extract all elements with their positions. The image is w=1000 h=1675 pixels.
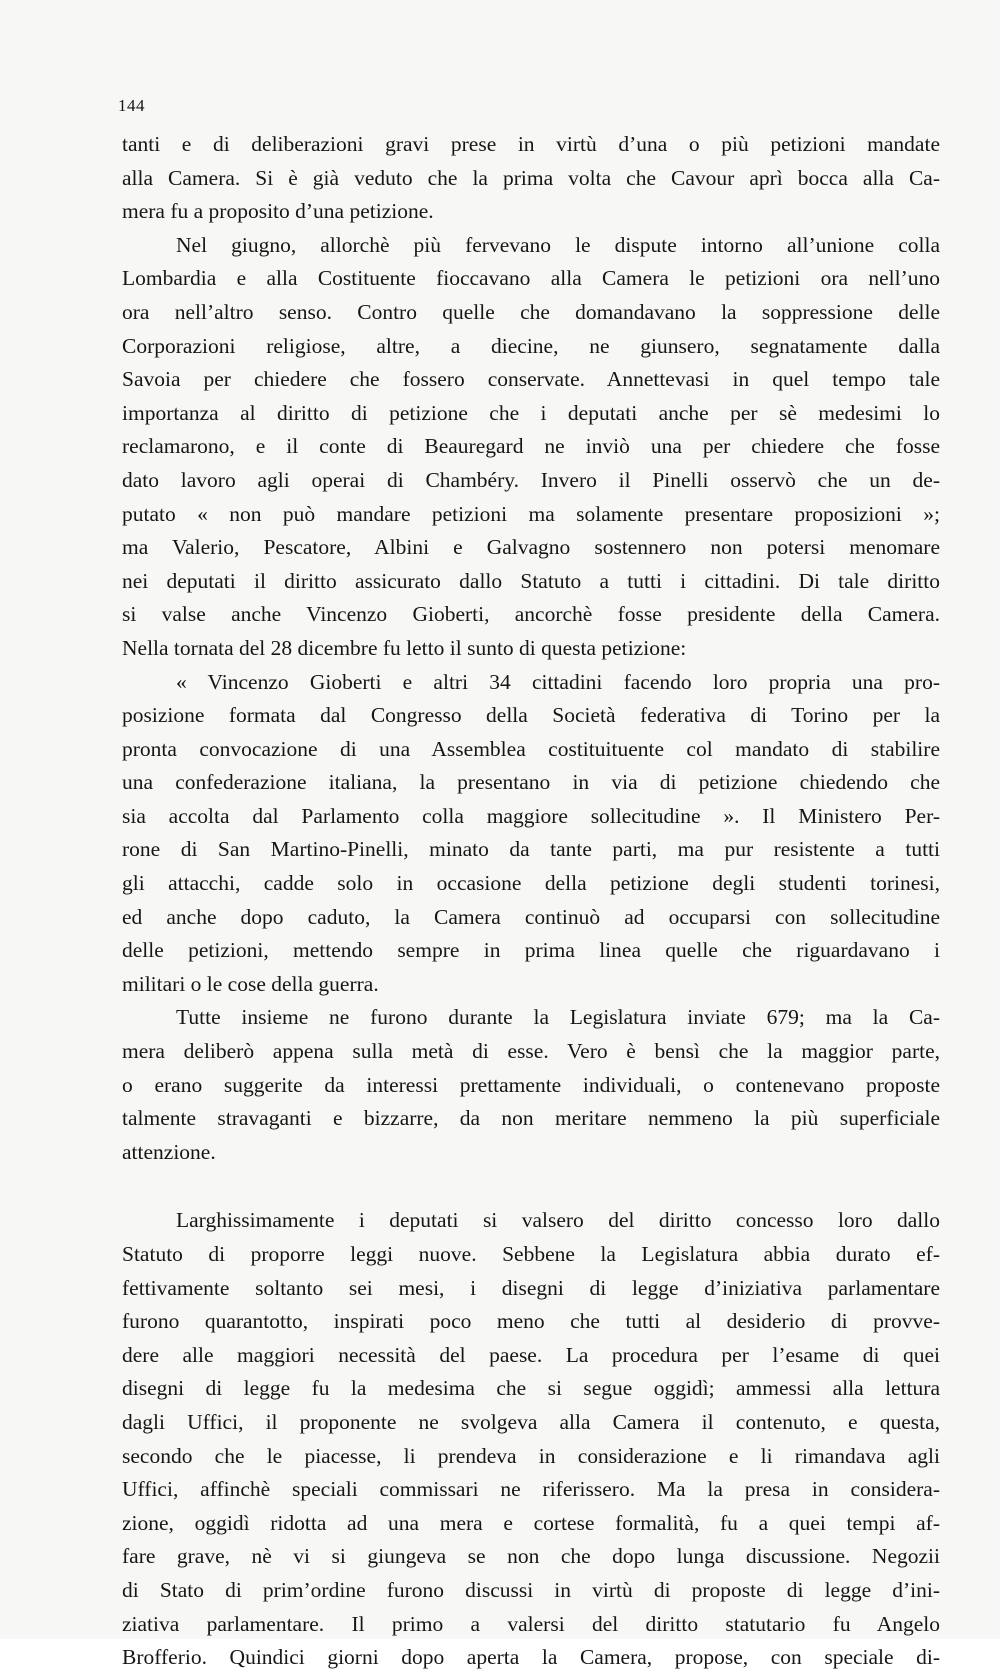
text-line: zione, oggidì ridotta ad una mera e cortese formalità, fu a quei tempi af- [122, 1510, 940, 1535]
text-line: ma Valerio, Pescatore, Albini e Galvagno sostennero non potersi menomare [122, 535, 940, 560]
text-line: una confederazione italiana, la presentano in via di petizione chiedendo che [122, 770, 940, 795]
text-line: militari o le cose della guerra. [122, 971, 379, 996]
text-line: ora nell’altro senso. Contro quelle che domandavano la soppressione delle [122, 299, 940, 324]
text-line: fettivamente soltanto sei mesi, i disegni di legge d’iniziativa parlamentare [122, 1275, 940, 1300]
text-line: importanza al diritto di petizione che i deputati anche per sè medesimi lo [122, 400, 940, 425]
text-line: ed anche dopo caduto, la Camera continuò ad occuparsi con sollecitudine [122, 904, 940, 929]
text-line: Uffici, affinchè speciali commissari ne riferissero. Ma la presa in considera- [122, 1477, 940, 1502]
text-line: ziativa parlamentare. Il primo a valersi del diritto statutario fu Angelo [122, 1611, 940, 1636]
text-line: fare grave, nè vi si giungeva se non che dopo lunga discussione. Negozii [122, 1544, 940, 1569]
text-line: Nel giugno, allorchè più fervevano le dispute intorno all’unione colla [176, 232, 940, 257]
text-line: Statuto di proporre leggi nuove. Sebbene la Legislatura abbia durato ef- [122, 1242, 940, 1266]
text-line: mera fu a proposito d’una petizione. [122, 199, 434, 224]
text-line: rone di San Martino-Pinelli, minato da tante parti, ma pur resistente a tutti [122, 837, 940, 862]
text-line: secondo che le piacesse, li prendeva in considerazione e li rimandava agli [122, 1443, 940, 1468]
text-line: attenzione. [122, 1139, 216, 1164]
text-line: putato « non può mandare petizioni ma solamente presentare proposizioni »; [122, 501, 940, 526]
text-line: sia accolta dal Parlamento colla maggiore sollecitudine ». Il Ministero Per- [122, 803, 940, 828]
text-line: Brofferio. Quindici giorni dopo aperta la Camera, propose, con speciale di- [122, 1645, 940, 1670]
text-line: Nella tornata del 28 dicembre fu letto il sunto di questa petizione: [122, 635, 687, 660]
text-line: disegni di legge fu la medesima che si segue oggidì; ammessi alla lettura [122, 1376, 940, 1401]
text-line: dere alle maggiori necessità del paese. La procedura per l’esame di quei [122, 1342, 940, 1367]
text-line: Tutte insieme ne furono durante la Legislatura inviate 679; ma la Ca- [176, 1005, 940, 1030]
text-line: Larghissimamente i deputati si valsero del diritto concesso loro dallo [176, 1208, 940, 1233]
text-line: gli attacchi, cadde solo in occasione della petizione degli studenti torinesi, [122, 871, 940, 896]
text-line: posizione formata dal Congresso della Società federativa di Torino per la [122, 703, 940, 728]
text-line: talmente stravaganti e bizzarre, da non meritare nemmeno la più superficiale [122, 1106, 940, 1131]
text-line: alla Camera. Si è già veduto che la prima volta che Cavour aprì bocca alla Ca- [122, 165, 940, 190]
body-text [122, 128, 940, 1675]
text-line: pronta convocazione di una Assemblea costituituente col mandato di stabilire [122, 736, 940, 761]
text-line: nei deputati il diritto assicurato dallo Statuto a tutti i cittadini. Di tale diritto [122, 568, 940, 593]
text-line: di Stato di prim’ordine furono discussi in virtù di proposte di legge d’ini- [122, 1577, 940, 1602]
text-line: o erano suggerite da interessi prettamente individuali, o contenevano proposte [122, 1072, 940, 1097]
text-line: « Vincenzo Gioberti e altri 34 cittadini facendo loro propria una pro- [176, 669, 940, 694]
text-line: delle petizioni, mettendo sempre in prima linea quelle che riguardavano i [122, 938, 940, 963]
text-line: mera deliberò appena sulla metà di esse. Vero è bensì che la maggior parte, [122, 1039, 940, 1064]
text-line: si valse anche Vincenzo Gioberti, ancorchè fosse presidente della Camera. [122, 602, 940, 627]
text-line: dato lavoro agli operai di Chambéry. Invero il Pinelli osservò che un de- [122, 467, 940, 492]
text-line: furono quarantotto, inspirati poco meno che tutti al desiderio di provve- [122, 1309, 940, 1334]
text-line: reclamarono, e il conte di Beauregard ne inviò una per chiedere che fosse [122, 434, 940, 459]
text-line: dagli Uffici, il proponente ne svolgeva alla Camera il contenuto, e questa, [122, 1409, 940, 1434]
text-line: Corporazioni religiose, altre, a diecine, ne giunsero, segnatamente dalla [122, 333, 940, 358]
text-line: tanti e di deliberazioni gravi prese in virtù d’una o più petizioni mandate [122, 132, 940, 156]
page-number: 144 [118, 96, 145, 115]
text-line: Savoia per chiedere che fossero conservate. Annettevasi in quel tempo tale [122, 367, 940, 392]
text-line: Lombardia e alla Costituente fioccavano alla Camera le petizioni ora nell’uno [122, 266, 940, 291]
